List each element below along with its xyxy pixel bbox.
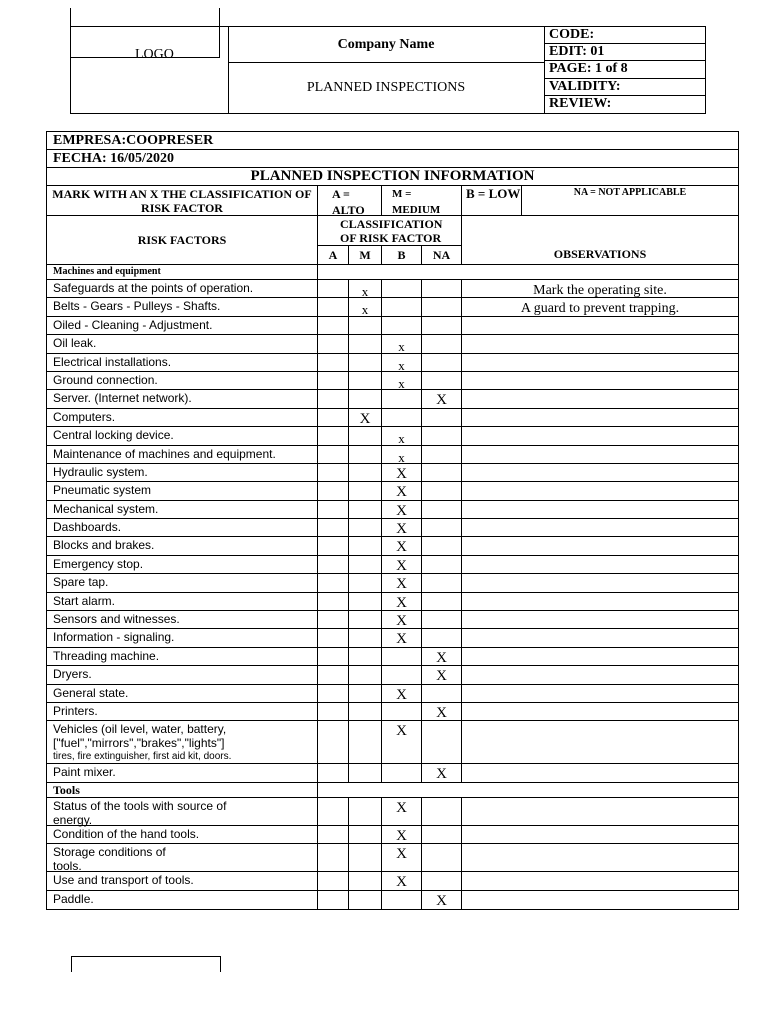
observation-cell[interactable] [462, 372, 738, 389]
mark-cell-na[interactable] [422, 798, 462, 825]
mark-cell-a[interactable] [318, 537, 349, 554]
mark-cell-na[interactable]: X [422, 891, 462, 909]
mark-cell-a[interactable] [318, 298, 349, 315]
mark-cell-b[interactable]: X [382, 482, 422, 499]
observation-cell[interactable] [462, 556, 738, 573]
classification-legend [47, 186, 738, 216]
col-risk-factors: RISK FACTORS [47, 216, 318, 264]
table-row [47, 519, 738, 537]
mark-cell-a[interactable] [318, 593, 349, 610]
col-m: M [349, 246, 382, 264]
observation-cell[interactable] [462, 354, 738, 371]
mark-cell-m[interactable] [349, 556, 382, 573]
risk-factor-label: Threading machine. [47, 648, 318, 665]
mark-cell-na[interactable]: X [422, 703, 462, 720]
mark-cell-na[interactable] [422, 446, 462, 463]
empresa-line: EMPRESA:COOPRESER [47, 132, 738, 150]
mark-cell-a[interactable] [318, 427, 349, 444]
risk-factor-label: Storage conditions of tools. [47, 844, 318, 871]
mark-cell-m[interactable] [349, 354, 382, 371]
mark-cell-m[interactable] [349, 611, 382, 628]
mark-cell-na[interactable] [422, 482, 462, 499]
mark-cell-a[interactable] [318, 335, 349, 352]
observation-cell[interactable] [462, 501, 738, 518]
mark-cell-b[interactable] [382, 317, 422, 334]
mark-cell-na[interactable]: X [422, 666, 462, 683]
mark-cell-a[interactable] [318, 764, 349, 781]
observation-cell[interactable] [462, 317, 738, 334]
mark-cell-a[interactable] [318, 390, 349, 407]
mark-cell-a[interactable] [318, 519, 349, 536]
mark-cell-b[interactable] [382, 764, 422, 781]
mark-instruction: MARK WITH AN X THE CLASSIFICATION OF RISK FACTOR [47, 186, 318, 215]
table-row [47, 574, 738, 592]
observation-cell[interactable] [462, 427, 738, 444]
mark-cell-a[interactable] [318, 501, 349, 518]
mark-cell-a[interactable] [318, 666, 349, 683]
risk-factor-label: Sensors and witnesses. [47, 611, 318, 628]
observation-cell[interactable] [462, 446, 738, 463]
mark-cell-m[interactable] [349, 464, 382, 481]
mark-cell-na[interactable] [422, 872, 462, 889]
risk-factor-label: General state. [47, 685, 318, 702]
table-row [47, 648, 738, 666]
mark-cell-m[interactable] [349, 574, 382, 591]
mark-cell-na[interactable]: X [422, 390, 462, 407]
mark-cell-m[interactable] [349, 390, 382, 407]
risk-factor-label: Oil leak. [47, 335, 318, 352]
mark-cell-b[interactable]: X [382, 593, 422, 610]
mark-cell-b[interactable]: x [382, 354, 422, 371]
review-field: REVIEW: [549, 95, 612, 111]
observation-cell[interactable] [462, 537, 738, 554]
table-row [47, 556, 738, 574]
mark-cell-m[interactable] [349, 519, 382, 536]
mark-cell-a[interactable] [318, 891, 349, 909]
observation-cell[interactable] [462, 703, 738, 720]
mark-cell-b[interactable] [382, 891, 422, 909]
mark-cell-na[interactable] [422, 317, 462, 334]
table-row [47, 372, 738, 390]
mark-cell-na[interactable] [422, 721, 462, 763]
table-row [47, 666, 738, 684]
risk-factor-label: Ground connection. [47, 372, 318, 389]
logo: LOGO [135, 47, 174, 62]
section-label: Machines and equipment [47, 265, 318, 279]
observation-cell[interactable] [462, 891, 738, 909]
risk-factor-label: Oiled - Cleaning - Adjustment. [47, 317, 318, 334]
risk-factor-label: Status of the tools with source of energy. [47, 798, 318, 825]
table-row [47, 537, 738, 555]
mark-cell-na[interactable] [422, 556, 462, 573]
legend-alto: A = ALTO [318, 186, 382, 215]
mark-cell-b[interactable]: x [382, 372, 422, 389]
mark-cell-m[interactable]: x [349, 280, 382, 297]
table-row [47, 446, 738, 464]
observation-cell[interactable] [462, 409, 738, 426]
footer-frame [71, 956, 221, 972]
table-row [47, 872, 738, 890]
mark-cell-b[interactable]: X [382, 826, 422, 843]
section-row [47, 783, 738, 798]
table-row [47, 891, 738, 909]
risk-factor-label: Pneumatic system [47, 482, 318, 499]
table-row [47, 390, 738, 408]
form-title: PLANNED INSPECTION INFORMATION [47, 168, 738, 186]
observation-cell[interactable] [462, 482, 738, 499]
mark-cell-b[interactable]: X [382, 798, 422, 825]
mark-cell-b[interactable] [382, 409, 422, 426]
risk-factor-label: Dryers. [47, 666, 318, 683]
mark-cell-na[interactable] [422, 519, 462, 536]
table-row [47, 721, 738, 764]
observation-cell[interactable] [462, 872, 738, 889]
mark-cell-m[interactable] [349, 798, 382, 825]
fecha-line: FECHA: 16/05/2020 [47, 150, 738, 168]
mark-cell-na[interactable] [422, 685, 462, 702]
risk-factor-label: Central locking device. [47, 427, 318, 444]
table-row [47, 826, 738, 844]
table-row [47, 593, 738, 611]
risk-factor-label: Blocks and brakes. [47, 537, 318, 554]
mark-cell-a[interactable] [318, 629, 349, 646]
mark-cell-b[interactable]: X [382, 721, 422, 763]
mark-cell-m[interactable] [349, 593, 382, 610]
mark-cell-na[interactable] [422, 298, 462, 315]
observation-cell[interactable] [462, 721, 738, 763]
table-row [47, 844, 738, 872]
mark-cell-a[interactable] [318, 798, 349, 825]
mark-cell-m[interactable] [349, 537, 382, 554]
table-header [47, 216, 738, 265]
mark-cell-b[interactable] [382, 280, 422, 297]
table-row [47, 427, 738, 445]
mark-cell-na[interactable] [422, 372, 462, 389]
risk-factor-label: Hydraulic system. [47, 464, 318, 481]
mark-cell-m[interactable] [349, 335, 382, 352]
mark-cell-b[interactable]: x [382, 335, 422, 352]
mark-cell-m[interactable] [349, 685, 382, 702]
risk-factor-label: Mechanical system. [47, 501, 318, 518]
logo-box [71, 27, 229, 113]
mark-cell-a[interactable] [318, 574, 349, 591]
mark-cell-a[interactable] [318, 409, 349, 426]
table-row [47, 317, 738, 335]
mark-cell-m[interactable] [349, 891, 382, 909]
mark-cell-m[interactable] [349, 501, 382, 518]
observation-cell[interactable] [462, 574, 738, 591]
mark-cell-a[interactable] [318, 317, 349, 334]
risk-factor-label: Belts - Gears - Pulleys - Shafts. [47, 298, 318, 315]
risk-factor-label: Paddle. [47, 891, 318, 909]
document-header [70, 26, 706, 114]
table-row [47, 611, 738, 629]
observation-cell[interactable] [462, 519, 738, 536]
observation-cell[interactable] [462, 844, 738, 871]
risk-factor-label: Maintenance of machines and equipment. [47, 446, 318, 463]
mark-cell-na[interactable] [422, 537, 462, 554]
mark-cell-m[interactable] [349, 826, 382, 843]
risk-factor-label: Safeguards at the points of operation. [47, 280, 318, 297]
mark-cell-a[interactable] [318, 354, 349, 371]
mark-cell-b[interactable] [382, 666, 422, 683]
mark-cell-a[interactable] [318, 648, 349, 665]
section-spacer [318, 783, 738, 797]
col-a: A [318, 246, 349, 264]
observation-cell[interactable] [462, 390, 738, 407]
table-row [47, 409, 738, 427]
risk-factor-label: Printers. [47, 703, 318, 720]
mark-cell-m[interactable] [349, 629, 382, 646]
observation-cell[interactable]: Mark the operating site. [533, 283, 667, 298]
table-row [47, 703, 738, 721]
table-row [47, 629, 738, 647]
observation-cell[interactable] [462, 464, 738, 481]
edit-field: EDIT: 01 [545, 44, 706, 61]
table-row [47, 501, 738, 519]
observation-cell[interactable] [462, 648, 738, 665]
mark-cell-b[interactable] [382, 390, 422, 407]
mark-cell-na[interactable] [422, 464, 462, 481]
mark-cell-b[interactable] [382, 703, 422, 720]
mark-cell-b[interactable]: X [382, 501, 422, 518]
table-row [47, 685, 738, 703]
mark-cell-na[interactable] [422, 826, 462, 843]
mark-cell-a[interactable] [318, 464, 349, 481]
mark-cell-na[interactable] [422, 501, 462, 518]
col-b: B [382, 246, 422, 264]
risk-factor-label: Vehicles (oil level, water, battery, ["fuel","mirrors","brakes","lights"] tires, fire extinguisher, first aid kit, doors. [47, 721, 318, 763]
mark-cell-b[interactable]: X [382, 844, 422, 871]
mark-cell-na[interactable] [422, 629, 462, 646]
mark-cell-m[interactable] [349, 446, 382, 463]
table-row [47, 335, 738, 353]
risk-factor-label: Spare tap. [47, 574, 318, 591]
mark-cell-na[interactable] [422, 409, 462, 426]
mark-cell-a[interactable] [318, 872, 349, 889]
mark-cell-b[interactable]: X [382, 685, 422, 702]
mark-cell-na[interactable] [422, 844, 462, 871]
risk-factor-label: Dashboards. [47, 519, 318, 536]
observation-cell[interactable] [462, 629, 738, 646]
mark-cell-a[interactable] [318, 844, 349, 871]
mark-cell-b[interactable]: X [382, 556, 422, 573]
risk-factor-label: Paint mixer. [47, 764, 318, 781]
mark-cell-b[interactable]: X [382, 611, 422, 628]
risk-factor-sublabel: tires, fire extinguisher, first aid kit, doors. [53, 751, 232, 763]
section-spacer [318, 265, 738, 279]
risk-factor-label: Start alarm. [47, 593, 318, 610]
mark-cell-na[interactable]: X [422, 648, 462, 665]
mark-cell-a[interactable] [318, 482, 349, 499]
mark-cell-na[interactable] [422, 335, 462, 352]
section-label: Tools [47, 783, 318, 797]
mark-cell-a[interactable] [318, 372, 349, 389]
risk-factor-rows [47, 265, 738, 909]
observation-cell[interactable] [462, 335, 738, 352]
table-row [47, 764, 738, 782]
mark-cell-a[interactable] [318, 556, 349, 573]
company-name: Company Name [228, 27, 544, 63]
mark-cell-na[interactable]: X [422, 764, 462, 781]
mark-cell-a[interactable] [318, 703, 349, 720]
mark-cell-m[interactable] [349, 482, 382, 499]
mark-cell-m[interactable] [349, 317, 382, 334]
observation-cell[interactable] [462, 666, 738, 683]
mark-cell-m[interactable] [349, 372, 382, 389]
col-na: NA [422, 246, 462, 264]
document-title: PLANNED INSPECTIONS [306, 80, 466, 95]
risk-factor-label: Emergency stop. [47, 556, 318, 573]
mark-cell-m[interactable] [349, 872, 382, 889]
col-observations: OBSERVATIONS [553, 247, 647, 261]
document-meta [544, 27, 706, 113]
inspection-form [46, 131, 739, 910]
mark-cell-a[interactable] [318, 685, 349, 702]
legend-not-applicable: NA = NOT APPLICABLE [573, 187, 687, 198]
risk-factor-label: Electrical installations. [47, 354, 318, 371]
mark-cell-m[interactable] [349, 648, 382, 665]
mark-cell-m[interactable] [349, 666, 382, 683]
risk-factor-label: Use and transport of tools. [47, 872, 318, 889]
risk-factor-label: Information - signaling. [47, 629, 318, 646]
mark-cell-m[interactable]: X [349, 409, 382, 426]
mark-cell-m[interactable] [349, 703, 382, 720]
mark-cell-b[interactable]: x [382, 427, 422, 444]
mark-cell-a[interactable] [318, 280, 349, 297]
table-row [47, 464, 738, 482]
mark-cell-na[interactable] [422, 280, 462, 297]
observation-cell[interactable]: A guard to prevent trapping. [520, 301, 680, 317]
observation-cell[interactable] [462, 685, 738, 702]
legend-medium: M = MEDIUM [382, 186, 462, 215]
validity-field: VALIDITY: [545, 79, 706, 96]
mark-cell-na[interactable] [422, 593, 462, 610]
mark-cell-m[interactable] [349, 721, 382, 763]
observation-cell[interactable] [462, 593, 738, 610]
mark-cell-b[interactable]: X [382, 574, 422, 591]
mark-cell-b[interactable]: X [382, 629, 422, 646]
mark-cell-m[interactable] [349, 427, 382, 444]
mark-cell-a[interactable] [318, 826, 349, 843]
mark-cell-b[interactable] [382, 298, 422, 315]
mark-cell-a[interactable] [318, 721, 349, 763]
observation-cell[interactable] [462, 611, 738, 628]
legend-low: B = LOW [462, 186, 522, 215]
page-field: PAGE: 1 of 8 [545, 61, 706, 78]
mark-cell-b[interactable]: X [382, 519, 422, 536]
mark-cell-na[interactable] [422, 427, 462, 444]
table-row [47, 280, 738, 298]
mark-cell-b[interactable] [382, 648, 422, 665]
code-field: CODE: [545, 27, 706, 44]
mark-cell-b[interactable]: X [382, 872, 422, 889]
observation-cell[interactable] [462, 798, 738, 825]
risk-factor-label: Computers. [47, 409, 318, 426]
table-row [47, 354, 738, 372]
observation-cell[interactable] [462, 764, 738, 781]
mark-cell-m[interactable]: x [349, 298, 382, 315]
mark-cell-m[interactable] [349, 844, 382, 871]
observation-cell[interactable] [462, 826, 738, 843]
risk-factor-label: Server. (Internet network). [47, 390, 318, 407]
table-row [47, 798, 738, 826]
mark-cell-b[interactable]: x [382, 446, 422, 463]
section-row [47, 265, 738, 280]
col-classification: CLASSIFICATION OF RISK FACTOR [318, 216, 462, 246]
mark-cell-m[interactable] [349, 764, 382, 781]
mark-cell-a[interactable] [318, 611, 349, 628]
mark-cell-a[interactable] [318, 446, 349, 463]
mark-cell-na[interactable] [422, 611, 462, 628]
table-row [47, 298, 738, 316]
risk-factor-label: Condition of the hand tools. [47, 826, 318, 843]
mark-cell-na[interactable] [422, 574, 462, 591]
table-row [47, 482, 738, 500]
mark-cell-b[interactable]: X [382, 537, 422, 554]
mark-cell-na[interactable] [422, 354, 462, 371]
mark-cell-b[interactable]: X [382, 464, 422, 481]
